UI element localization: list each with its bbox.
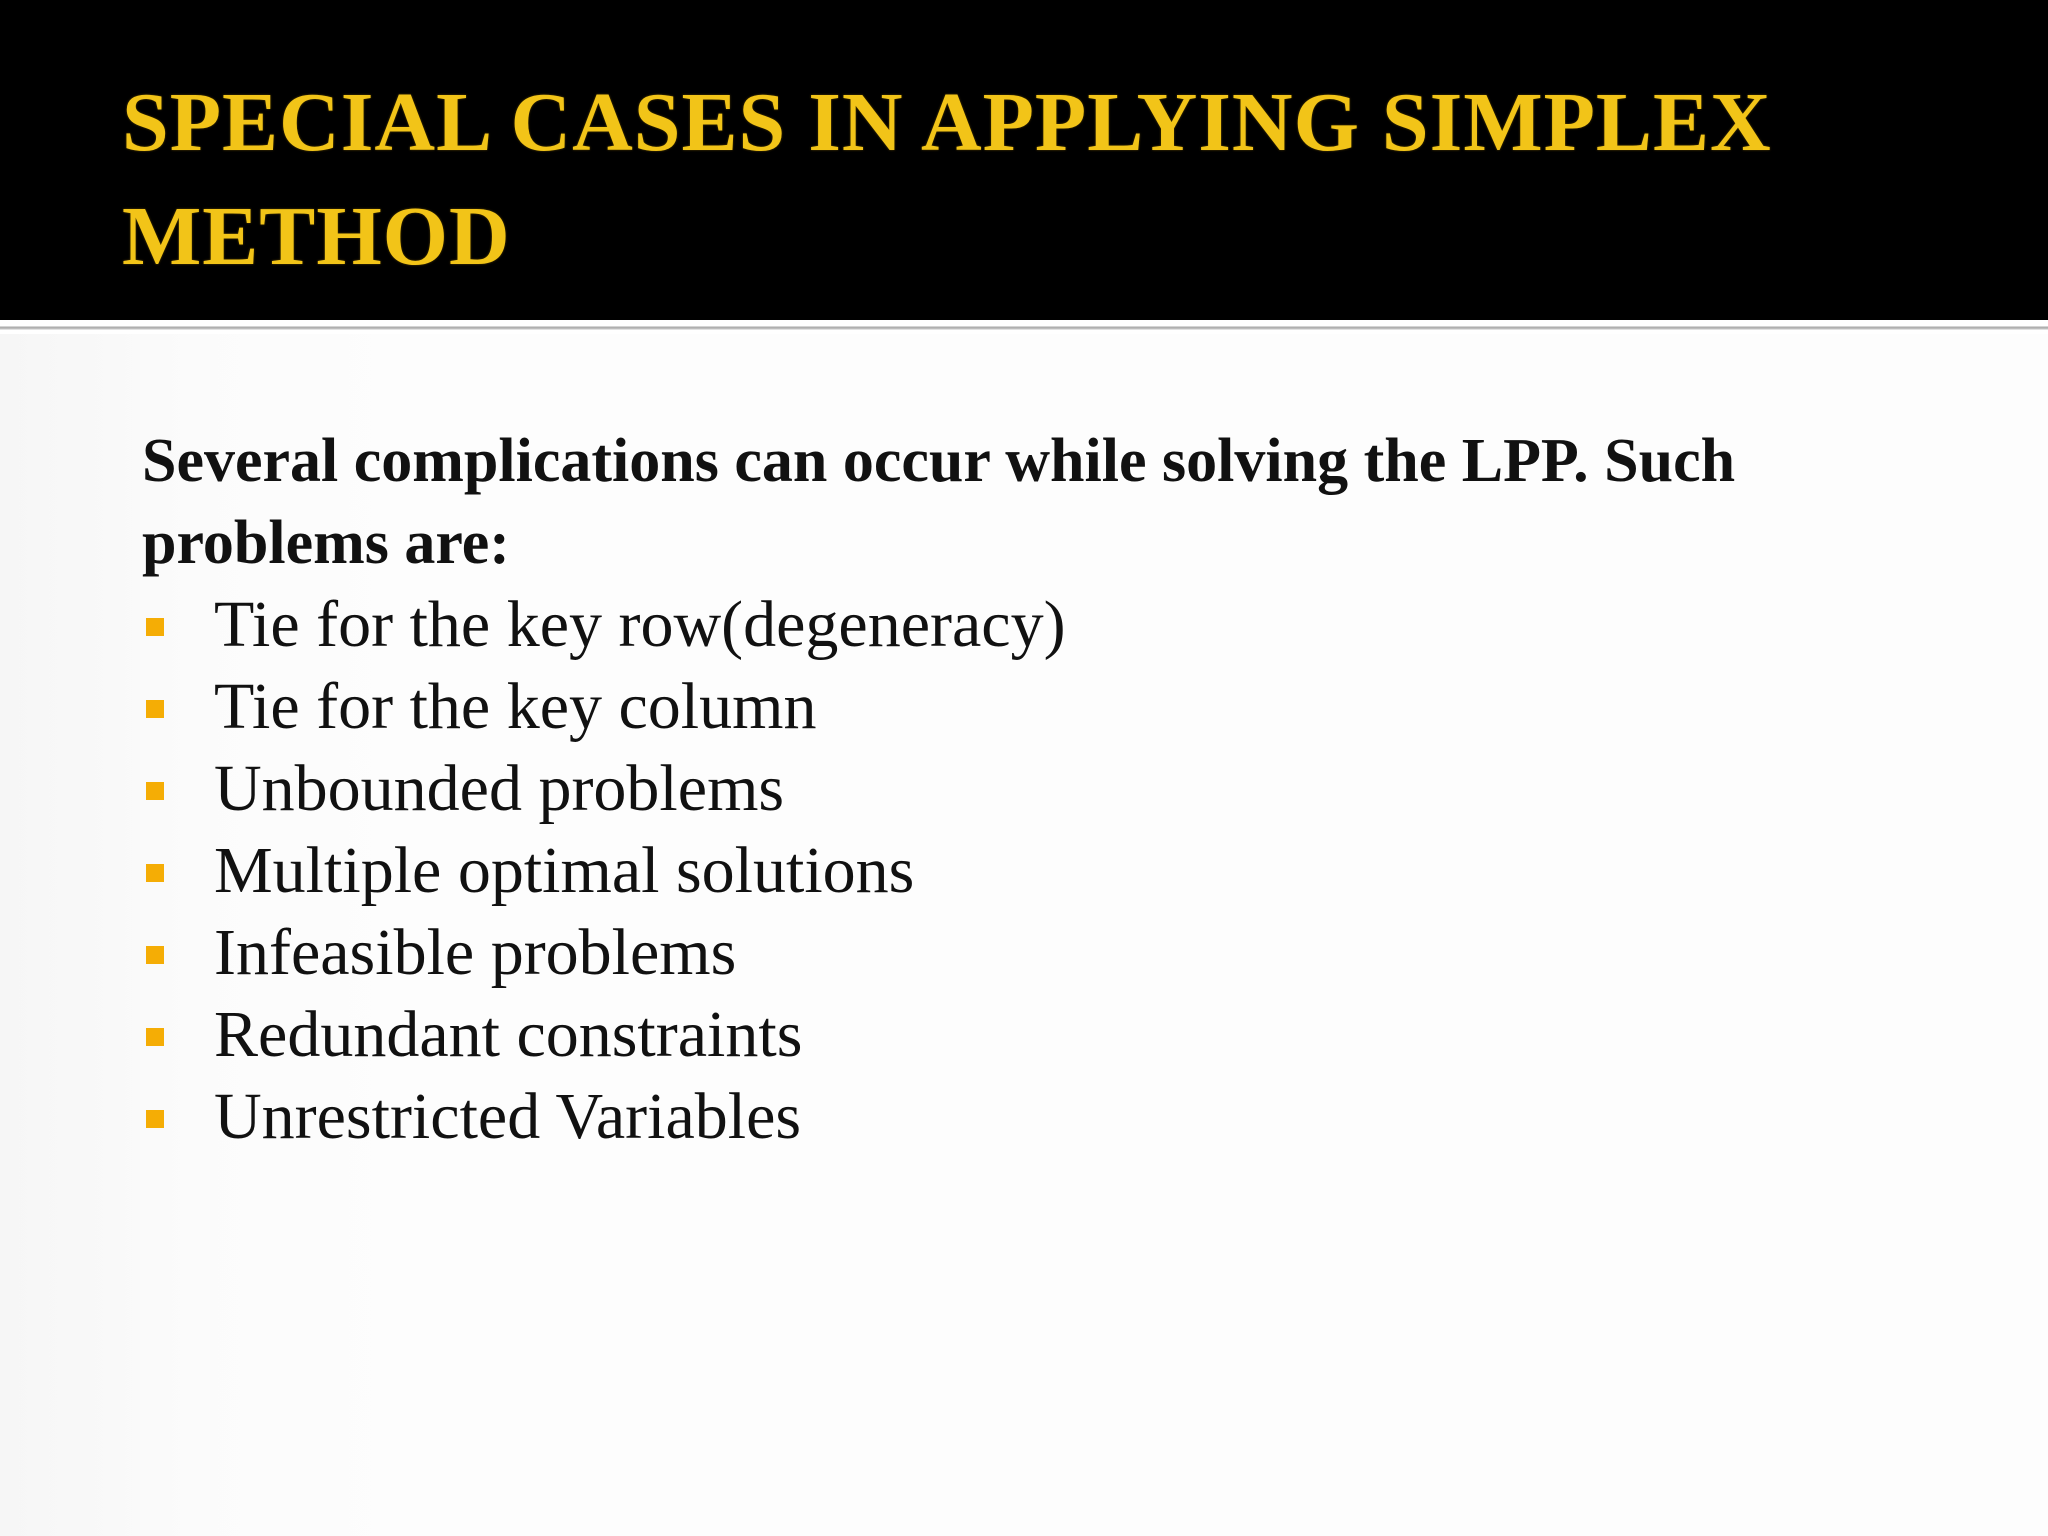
bullet-list — [142, 584, 1942, 1158]
bullet-text: Multiple optimal solutions — [214, 834, 915, 907]
square-bullet-icon — [146, 946, 164, 964]
bullet-text: Infeasible problems — [214, 916, 737, 989]
bullet-item — [142, 748, 1942, 830]
square-bullet-icon — [146, 1110, 164, 1128]
square-bullet-icon — [146, 864, 164, 882]
bullet-item — [142, 584, 1942, 666]
bullet-item — [142, 830, 1942, 912]
slide-title: SPECIAL CASES IN APPLYING SIMPLEX METHOD — [122, 76, 1772, 283]
bullet-item — [142, 912, 1942, 994]
title-divider — [0, 320, 2048, 334]
title-bar — [0, 0, 2048, 320]
intro-text: Several complications can occur while solving the LPP. Such problems are: — [142, 427, 1736, 577]
slide-content — [142, 420, 1942, 1158]
square-bullet-icon — [146, 700, 164, 718]
square-bullet-icon — [146, 782, 164, 800]
bullet-text: Redundant constraints — [214, 998, 803, 1071]
bullet-item — [142, 994, 1942, 1076]
bullet-text: Unrestricted Variables — [214, 1080, 802, 1153]
bullet-item — [142, 1076, 1942, 1158]
bullet-text: Tie for the key row(degeneracy) — [214, 588, 1066, 661]
square-bullet-icon — [146, 1028, 164, 1046]
bullet-text: Unbounded problems — [214, 752, 785, 825]
square-bullet-icon — [146, 618, 164, 636]
bullet-text: Tie for the key column — [214, 670, 817, 743]
bullet-item — [142, 666, 1942, 748]
